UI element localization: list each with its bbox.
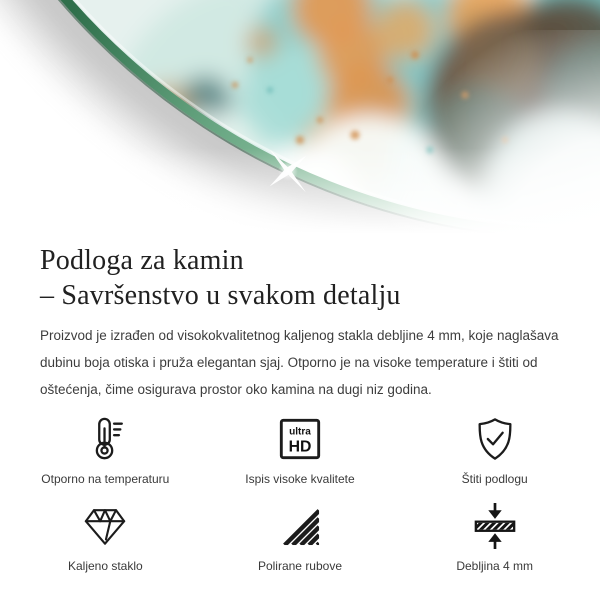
features-grid: [0, 416, 600, 573]
svg-text:ultra: ultra: [289, 426, 311, 438]
feature-label: Ispis visoke kvalitete: [245, 472, 355, 486]
svg-text:HD: HD: [288, 438, 312, 456]
feature-temperature: [8, 416, 203, 486]
shield-check-icon: [472, 416, 518, 462]
feature-label: Otporno na temperaturu: [41, 472, 170, 486]
feature-polished-edges: [203, 503, 398, 573]
page-title: [40, 243, 562, 313]
feature-label: Debljina 4 mm: [456, 559, 534, 573]
polished-edges-icon: [277, 503, 323, 549]
page-title-line1: Podloga za kamin: [40, 245, 244, 276]
feature-tempered-glass: [8, 503, 203, 573]
feature-label: Štiti podlogu: [461, 472, 528, 486]
thermometer-icon: [82, 416, 128, 462]
diamond-icon: [82, 503, 128, 549]
page-title-line2: – Savršenstvo u svakom detalju: [40, 280, 401, 311]
product-description: Proizvod je izrađen od visokokvalitetnog kaljenog stakla debljine 4 mm, koje naglašava dubinu boja otiska i pruža elegantan sjaj. Otporno je na visoke temperature i štiti od oštećenja, čime osigurava prostor oko kamina na dugi niz godina.: [40, 328, 559, 397]
thickness-icon: [472, 503, 518, 549]
product-image: [0, 0, 600, 238]
ultra-hd-icon: [277, 416, 323, 462]
feature-protects-surface: [397, 416, 592, 486]
feature-label: Kaljeno staklo: [67, 559, 143, 573]
feature-label: Polirane rubove: [257, 559, 343, 573]
feature-thickness: [397, 503, 592, 573]
feature-print-quality: [203, 416, 398, 486]
